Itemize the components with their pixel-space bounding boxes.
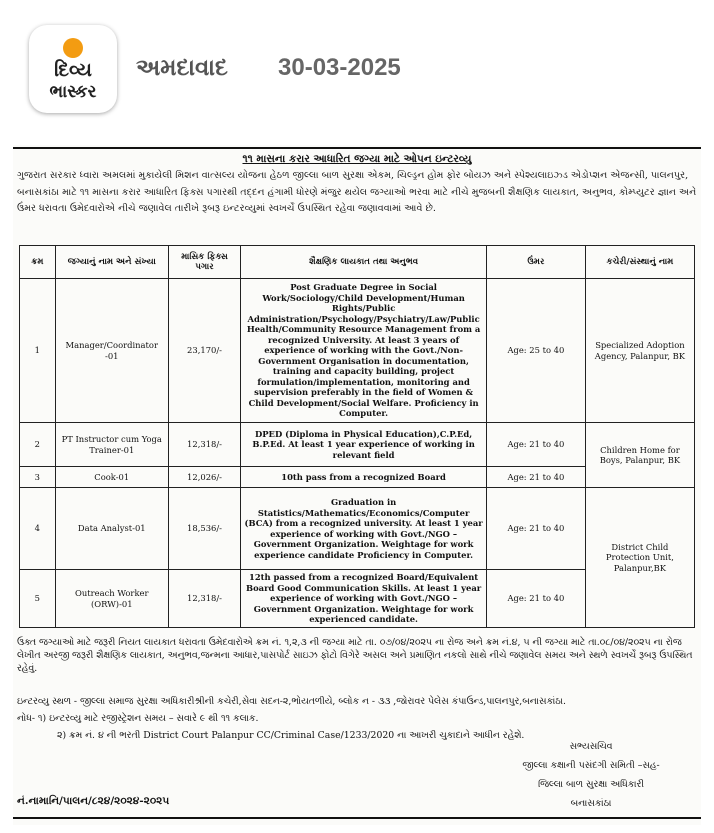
col-header-salary: માસિક ફિક્સ પગાર: [168, 246, 240, 279]
row-post: Outreach Worker (ORW)-01: [55, 570, 168, 628]
col-header-office: કચેરી/સંસ્થાનું નામ: [585, 246, 694, 279]
row-office: Children Home for Boys, Palanpur, BK: [585, 423, 694, 488]
note-court-case: ૨) ક્રમ નં. ૪ ની ભરતી District Court Palanpur CC/Criminal Case/1233/2020 ના આખરી ચુકાદાને આધીન રહેશે.: [57, 730, 525, 741]
row-qualification: Graduation in Statistics/Mathematics/Economics/Computer (BCA) from a recognized university. At least 1 year experience of working with Govt./NGO – Government Organization. Weightage for work experience candidate Proficiency in Computer.: [241, 488, 487, 570]
notice-title: ૧૧ માસના કરાર આધારિત જગ્યા માટે ઓપન ઇન્ટરવ્યુ: [242, 153, 472, 165]
table-row: [20, 488, 695, 570]
row-salary: 18,536/-: [168, 488, 240, 570]
row-no: 3: [20, 467, 56, 488]
row-office: District Child Protection Unit, Palanpur,BK: [585, 488, 694, 628]
interview-venue: ઇન્ટરવ્યુ સ્થળ - જીલ્લા સમાજ સુરક્ષા અધિકારીશ્રીની કચેરી,સેવા સદન-૨,ભોયતળીયે, બ્લોક ન - ૩૩ ,જોરાવર પેલેસ કંપાઉન્ડ,પાલનપુર,બનાસકાંઠા.: [17, 696, 566, 707]
row-age: Age: 21 to 40: [486, 423, 585, 467]
signature-line: જીલ્લા કક્ષાની પસંદગી સમિતી –સહ-: [522, 760, 660, 771]
row-no: 2: [20, 423, 56, 467]
row-qualification: DPED (Diploma in Physical Education),C.P.Ed, B.P.Ed. At least 1 year experience of working in relevant field: [241, 423, 487, 467]
row-salary: 23,170/-: [168, 279, 240, 423]
city-name: અમદાવાદ: [136, 55, 228, 81]
table-header-row: [20, 246, 695, 279]
row-salary: 12,318/-: [168, 570, 240, 628]
divya-bhaskar-logo: [29, 25, 117, 113]
table-row: [20, 423, 695, 467]
signature-line: સભ્યસચિવ: [569, 741, 613, 752]
row-qualification: 10th pass from a recognized Board: [241, 467, 487, 488]
reference-number: નં.નામાનિ/પાલન/૮૨૪/૨૦૨૪-૨૦૨૫: [17, 795, 170, 807]
row-age: Age: 21 to 40: [486, 488, 585, 570]
row-qualification: Post Graduate Degree in Social Work/Sociology/Child Development/Human Rights/Public Administration/Psychology/Psychiatry/Law/Public Health/Community Resource Management from a recognized University. At least 3 years of experience of working with the Govt./Non-Government Organisation in documentation, training and capacity building, project formulation/implementation, monitoring and supervision preferably in the field of Women & Child Development/Social Welfare. Proficiency in Computer.: [241, 279, 487, 423]
sun-icon: [63, 38, 83, 58]
row-age: Age: 21 to 40: [486, 467, 585, 488]
row-no: 5: [20, 570, 56, 628]
publication-date: 30-03-2025: [278, 54, 401, 81]
table-row: [20, 279, 695, 423]
bottom-rule: [13, 817, 701, 819]
row-post: PT Instructor cum Yoga Trainer-01: [55, 423, 168, 467]
top-rule: [13, 147, 701, 149]
row-post: Manager/Coordinator -01: [55, 279, 168, 423]
signature-line: જિલ્લા બાળ સુરક્ષા અધિકારી: [537, 779, 645, 790]
col-header-qualification: શૈક્ષણિક લાયકાત તથા અનુભવ: [241, 246, 487, 279]
col-header-post: જગ્યાનું નામ અને સંખ્યા: [55, 246, 168, 279]
logo-line1: દિવ્ય: [54, 59, 92, 81]
col-header-no: ક્રમ: [20, 246, 56, 279]
newspaper-clipping: [13, 145, 701, 825]
row-post: Data Analyst-01: [55, 488, 168, 570]
signature-line: બનાસકાંઠા: [570, 798, 612, 809]
row-salary: 12,026/-: [168, 467, 240, 488]
logo-line2: ભાસ્કર: [49, 82, 97, 102]
row-salary: 12,318/-: [168, 423, 240, 467]
note-registration-time: નોધ- ૧) ઇન્ટરવ્યુ માટે રજીસ્ટ્રેશન સમય – સવારે ૯ થી ૧૧ કલાક.: [17, 713, 259, 724]
row-qualification: 12th passed from a recognized Board/Equivalent Board Good Communication Skills. At least 1 year experience of working with Govt./NGO – Government Organization. Weightage for work experienced candidate.: [241, 570, 487, 628]
row-office: Specialized Adoption Agency, Palanpur, BK: [585, 279, 694, 423]
signature-block: [483, 737, 699, 813]
row-post: Cook-01: [55, 467, 168, 488]
row-no: 4: [20, 488, 56, 570]
row-age: Age: 21 to 40: [486, 570, 585, 628]
notice-intro: ગુજરાત સરકાર ધ્વારા અમલમાં મુકાયેલી મિશન વાત્સલ્ય યોજના હેઠળ જીલ્લા બાળ સુરક્ષા એકમ, ચિલ્ડ્રન હોમ ફોર બોયઝ અને સ્પેશ્યલાઇઝ્ડ એડોપ્શન એજન્સી, પાલનપુર, બનાસકાંઠા માટે ૧૧ માસના કરાર આધારિત ફિક્સ પગારથી તદ્દન હંગામી ધોરણે મંજુર થયેલ જગ્યાઓ ભરવા માટે નીચે મુજબની શૈક્ષણિક લાયકાત, અનુભવ, કોમ્પ્યુટર જ્ઞાન અને ઉંમર ધરાવતા ઉમેદવારોએ નીચે જણાવેલ તારીખે રૂબરૂ ઇન્ટરવ્યુમાં સ્વખર્ચે ઉપસ્થિત રહેવા જણાવવામાં આવે છે.: [17, 170, 697, 214]
vacancy-table: [19, 245, 695, 628]
row-age: Age: 25 to 40: [486, 279, 585, 423]
instructions-paragraph: ઉક્ત જગ્યાઓ માટે જરૂરી નિયત લાયકાત ધરાવતા ઉમેદવારોએ ક્રમ નં. ૧,૨,૩ ની જગ્યા માટે તા. ૦૭/૦૪/૨૦૨૫ ના રોજ અને ક્રમ નં.૪, ૫ ની જગ્યા માટે તા.૦૮/૦૪/૨૦૨૫ ના રોજ લેખીત અરજી જરૂરી શૈક્ષણિક લાયકાત, અનુભવ,જન્મના આધાર,પાસપોર્ટ સાઇઝ ફોટો વિગેરે અસલ અને પ્રમાણિત નકલો સાથે નીચે જણાવેલ સમય અને સ્થળે સ્વખર્ચે રૂબરૂ ઉપસ્થિત રહેવું.: [17, 637, 693, 674]
row-no: 1: [20, 279, 56, 423]
col-header-age: ઉંમર: [486, 246, 585, 279]
